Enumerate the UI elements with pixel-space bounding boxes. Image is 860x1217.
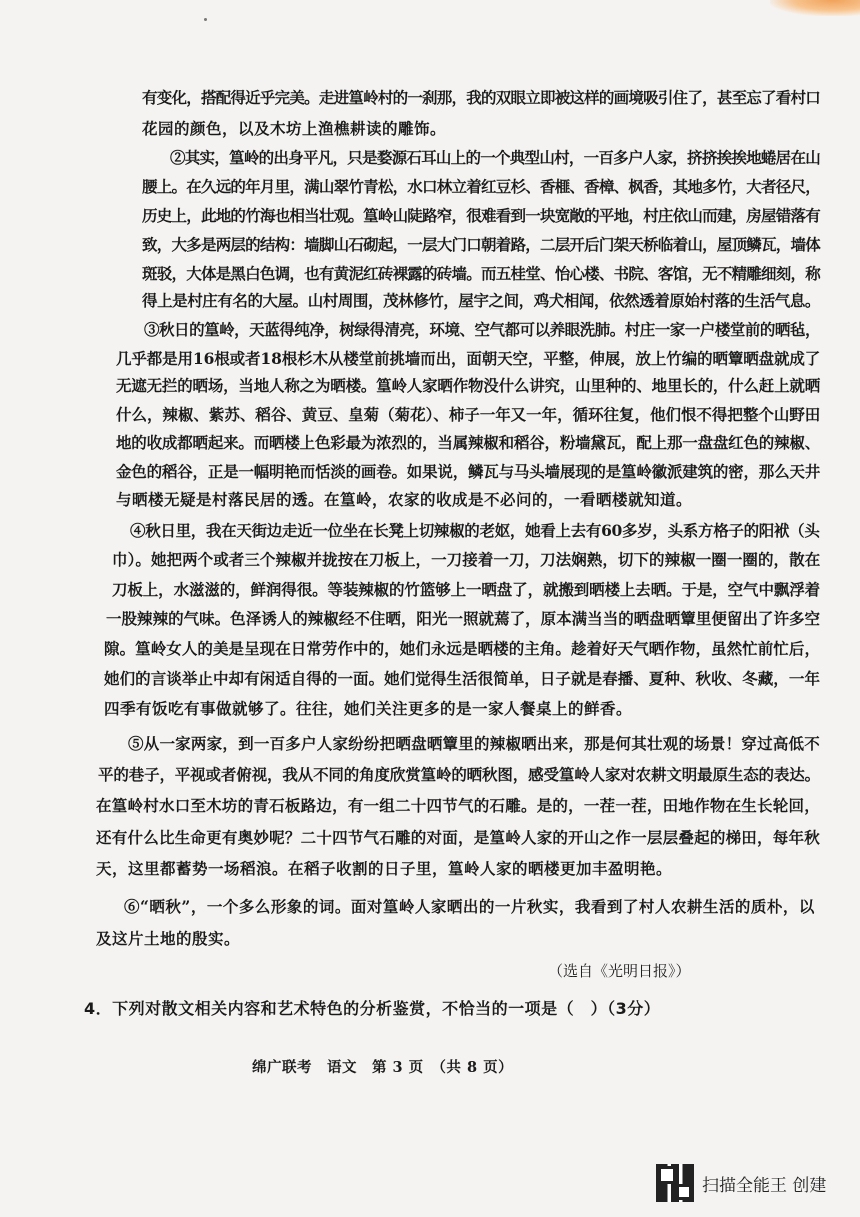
text-line: 得上是村庄有名的大屋。山村周围，茂林修竹，屋宇之间，鸡犬相闻，依然透着原始村落的生活气息。 bbox=[142, 291, 821, 310]
text-line: 历史上，此地的竹海也相当壮观。篁岭山陡路窄，很难看到一块宽敞的平地，村庄依山而建，房屋错落有 bbox=[142, 206, 821, 225]
text-line: ③秋日的篁岭，天蓝得纯净，树绿得清亮，环境、空气都可以养眼洗肺。村庄一家一户楼堂前的晒毡， bbox=[144, 320, 821, 339]
scanner-watermark bbox=[656, 1164, 826, 1202]
text-line: 有变化，搭配得近乎完美。走进篁岭村的一刹那，我的双眼立即被这样的画境吸引住了，甚至忘了看村口 bbox=[142, 88, 821, 107]
text-line: 四季有饭吃有事做就够了。往往，她们关注更多的是一家人餐桌上的鲜香。 bbox=[104, 699, 633, 718]
text-line: 一股辣辣的气味。色泽诱人的辣椒经不住晒，阳光一照就蔫了，原本满当当的晒盘晒簟里便留出了许多空 bbox=[106, 609, 821, 628]
text-line: 花园的颜色，以及木坊上渔樵耕读的雕饰。 bbox=[142, 119, 447, 138]
scanner-label: 扫描全能王 创建 bbox=[702, 1175, 827, 1196]
article-source: （选自《光明日报》） bbox=[548, 962, 691, 980]
page-footer: 绵广联考 语文 第 3 页 （共 8 页） bbox=[252, 1059, 514, 1076]
text-line: 无遮无拦的晒场，当地人称之为晒楼。篁岭人家晒作物没什么讲究，山里种的、地里长的，什么赶上就晒 bbox=[116, 376, 821, 395]
text-line: 还有什么比生命更有奥妙呢？二十四节气石雕的对面，是篁岭人家的开山之作一层层叠起的梯田，每年秋 bbox=[96, 828, 821, 847]
text-line: 致，大多是两层的结构：墙脚山石砌起，一层大门口朝着路，二层开后门架天桥临着山，屋顶鳞瓦，墙体 bbox=[142, 235, 821, 254]
text-line: ④秋日里，我在天街边走近一位坐在长凳上切辣椒的老妪，她看上去有60多岁，头系方格子的阳袱（头 bbox=[130, 521, 820, 540]
text-line: 地的收成都晒起来。而晒楼上色彩最为浓烈的，当属辣椒和稻谷，粉墙黛瓦，配上那一盘盘红色的辣椒、 bbox=[116, 433, 821, 452]
text-line: ⑤从一家两家，到一百多户人家纷纷把晒盘晒簟里的辣椒晒出来，那是何其壮观的场景！穿过高低不 bbox=[128, 734, 821, 753]
text-line: 什么，辣椒、紫苏、稻谷、黄豆、皇菊（菊花）、柿子一年又一年，循环往复，他们恨不得把整个山野田 bbox=[116, 405, 821, 424]
text-line: 隙。篁岭女人的美是呈现在日常劳作中的，她们永远是晒楼的主角。趁着好天气晒作物，虽然忙前忙后， bbox=[104, 639, 821, 658]
text-line: 在篁岭村水口至木坊的青石板路边，有一组二十四节气的石雕。是的，一茬一茬，田地作物在生长轮回， bbox=[96, 796, 821, 815]
text-line: 巾）。她把两个或者三个辣椒并拢按在刀板上，一刀接着一刀，刀法娴熟，切下的辣椒一圈一圈的，散在 bbox=[112, 550, 821, 569]
text-line: 与晒楼无疑是村落民居的透。在篁岭，农家的收成是不必问的，一看晒楼就知道。 bbox=[116, 490, 693, 509]
text-line: 平的巷子，平视或者俯视，我从不同的角度欣赏篁岭的晒秋图，感受篁岭人家对农耕文明最原生态的表达。 bbox=[98, 765, 821, 784]
text-line: 几乎都是用16根或者18根杉木从楼堂前挑墙而出，面朝天空，平整，伸展，放上竹编的晒簟晒盘就成了 bbox=[116, 349, 821, 368]
text-line: 刀板上，水滋滋的，鲜润得很。等装辣椒的竹篮够上一晒盘了，就搬到晒楼上去晒。于是，空气中飘浮着 bbox=[112, 580, 821, 599]
page-corner-stain bbox=[770, 0, 860, 16]
text-line: 斑驳，大体是黑白色调，也有黄泥红砖裸露的砖墙。而五桂堂、怡心楼、书院、客馆，无不精雕细刻，称 bbox=[142, 264, 821, 283]
text-line: 及这片土地的殷实。 bbox=[96, 929, 241, 948]
text-line: ⑥“晒秋”，一个多么形象的词。面对篁岭人家晒出的一片秋实，我看到了村人农耕生活的质朴，以 bbox=[124, 897, 815, 916]
text-line: 她们的言谈举止中却有闲适自得的一面。她们觉得生活很简单，日子就是春播、夏种、秋收、冬藏，一年 bbox=[104, 669, 821, 688]
qr-code-icon bbox=[656, 1164, 694, 1202]
scan-speck bbox=[204, 18, 207, 21]
text-line: 金色的稻谷，正是一幅明艳而恬淡的画卷。如果说，鳞瓦与马头墙展现的是篁岭徽派建筑的密，那么天井 bbox=[116, 462, 821, 481]
question-4: 4．下列对散文相关内容和艺术特色的分析鉴赏，不恰当的一项是（ ）（3分） bbox=[84, 999, 661, 1018]
text-line: 腰上。在久远的年月里，满山翠竹青松，水口林立着红豆杉、香榧、香樟、枫香，其地多竹，大者径尺， bbox=[142, 177, 821, 196]
text-line: 天，这里都蓄势一场稻浪。在稻子收割的日子里，篁岭人家的晒楼更加丰盈明艳。 bbox=[96, 859, 673, 878]
text-line: ②其实，篁岭的出身平凡，只是婺源石耳山上的一个典型山村，一百多户人家，挤挤挨挨地蜷居在山 bbox=[170, 148, 821, 167]
